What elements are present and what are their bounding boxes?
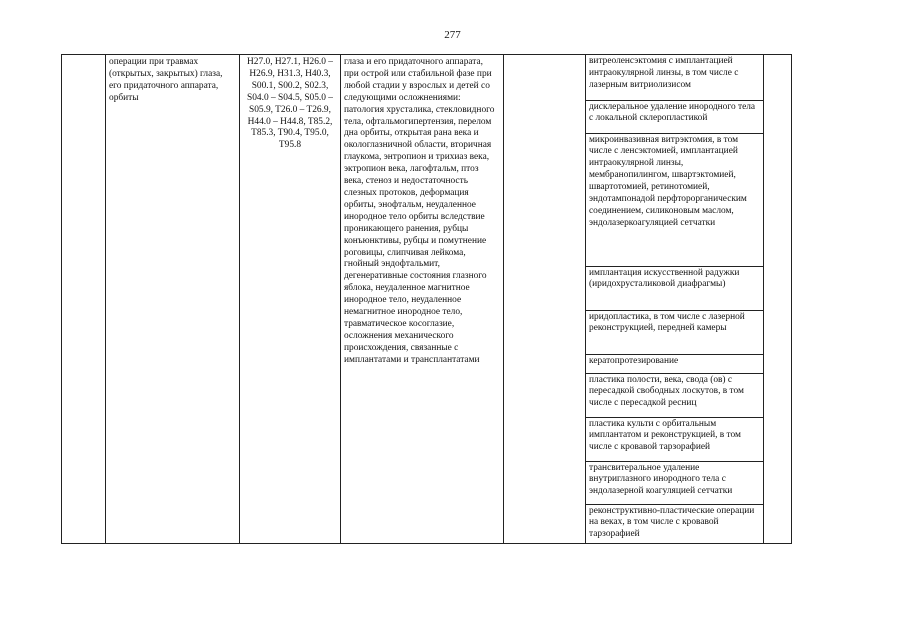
cost-cell — [764, 55, 792, 544]
methods-cell — [586, 55, 764, 544]
method-item: дисклеральное удаление инородного тела с локальной склеропластикой — [586, 100, 763, 133]
method-item: микроинвазивная витрэктомия, в том числе с ленсэктомией, имплантацией интраокулярной линзы, мембранопилингом, швартэктомией, швартотомией, ретинотомией, эндотампонадой перфторорганическим соединением, силиконовым маслом, эндолазеркоагуляцией сетчатки — [586, 133, 763, 266]
icd-codes-cell: H27.0, H27.1, H26.0 – H26.9, H31.3, H40.3, S00.1, S00.2, S02.3, S04.0 – S04.5, S05.0 – S05.9, T26.0 – T26.9, H44.0 – H44.8, T85.2, T85.3, T90.4, T95.0, T95.8 — [240, 55, 341, 544]
treatment-table — [61, 54, 792, 544]
method-item: кератопротезирование — [586, 354, 763, 373]
treatment-type-cell — [504, 55, 586, 544]
method-item: пластика полости, века, свода (ов) с пересадкой свободных лоскутов, в том числе с пересадкой ресниц — [586, 373, 763, 417]
method-item: витреоленсэктомия с имплантацией интраокулярной линзы, в том числе с лазерным витриолизисом — [586, 55, 763, 100]
method-item: имплантация искусственной радужки (иридохрусталиковой диафрагмы) — [586, 266, 763, 310]
method-item: трансвитеральное удаление внутриглазного инородного тела с эндолазерной коагуляцией сетчатки — [586, 461, 763, 504]
table-row — [62, 55, 792, 544]
method-item: пластика культи с орбитальным имплантатом и реконструкцией, в том числе с кровавой тарзорафией — [586, 417, 763, 461]
methods-list — [586, 55, 763, 543]
method-item: иридопластика, в том числе с лазерной реконструкцией, передней камеры — [586, 310, 763, 354]
operation-group-cell: операции при травмах (открытых, закрытых) глаза, его придаточного аппарата, орбиты — [106, 55, 240, 544]
row-number-cell — [62, 55, 106, 544]
page-number: 277 — [444, 29, 461, 41]
diagnosis-cell: глаза и его придаточного аппарата, при острой или стабильной фазе при любой стадии у взрослых и детей со следующими осложнениями: патология хрусталика, стекловидного тела, офтальмогипертензия, перелом дна орбиты, открытая рана века и окологлазничной области, вторичная глаукома, энтропион и трихиаз века, эктропион века, лагофтальм, птоз века, стеноз и недостаточность слезных протоков, деформация орбиты, энофтальм, неудаленное инородное тело орбиты вследствие проникающего ранения, рубцы конъюнктивы, рубцы и помутнение роговицы, слипчивая лейкома, гнойный эндофтальмит, дегенеративные состояния глазного яблока, неудаленное магнитное инородное тело, неудаленное немагнитное инородное тело, травматическое косоглазие, осложнения механического происхождения, связанные с имплантатами и трансплантатами — [341, 55, 504, 544]
method-item: реконструктивно-пластические операции на веках, в том числе с кровавой тарзорафией — [589, 505, 755, 540]
